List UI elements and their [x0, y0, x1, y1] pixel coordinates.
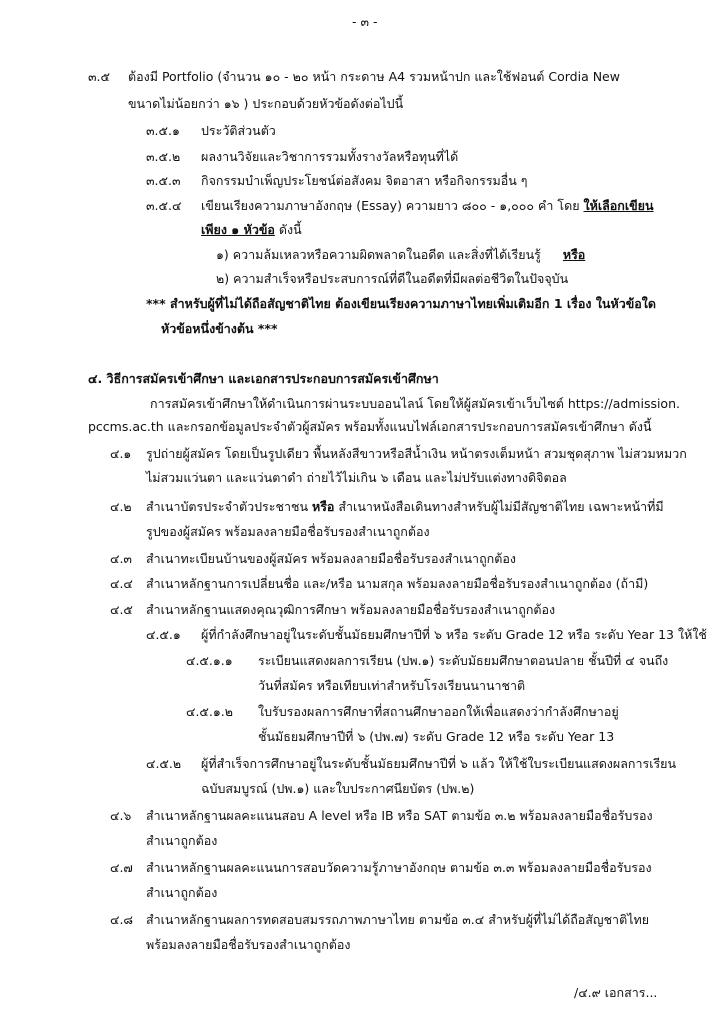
- item-text: สำเนาบัตรประจำตัวประชาชน หรือ สำเนาหนังสือเดินทางสำหรับผู้ไม่มีสัญชาติไทย เฉพาะหน้าที่มี: [146, 499, 664, 514]
- item-text: ต้องมี Portfolio (จำนวน ๑๐ - ๒๐ หน้า กระดาษ A4 รวมหน้าปก และใช้ฟอนต์ Cordia New: [128, 69, 620, 84]
- or-text: หรือ: [562, 247, 586, 262]
- item-text: ขนาดไม่น้อยกว่า ๑๖ ) ประกอบด้วยหัวข้อดังต่อไปนี้: [128, 96, 404, 111]
- item-text: สำเนาหลักฐานแสดงคุณวุฒิการศึกษา พร้อมลงลายมือชื่อรับรองสำเนาถูกต้อง: [146, 602, 556, 617]
- essay-option: ๒) ความสำเร็จหรือประสบการณ์ที่ดีในอดีตที่มีผลต่อชีวิตในปัจจุบัน: [216, 271, 569, 286]
- item-text: สำเนาหลักฐานผลการทดสอบสมรรถภาพภาษาไทย ตามข้อ ๓.๔ สำหรับผู้ที่ไม่ได้ถือสัญชาติไทย: [146, 912, 650, 927]
- or-text: หรือ: [311, 499, 335, 514]
- subitem-number: ๓.๕.๒: [146, 149, 181, 164]
- subitem-text: ผู้ที่สำเร็จการศึกษาอยู่ในระดับชั้นมัธยมศึกษาปีที่ ๖ แล้ว ให้ใช้ใบระเบียนแสดงผลการเรียน: [201, 756, 677, 771]
- subitem-text: ชั้นมัธยมศึกษาปีที่ ๖ (ปพ.๗) ระดับ Grade 12 หรือ ระดับ Year 13: [258, 729, 615, 744]
- emphasis-text: เพียง ๑ หัวข้อ: [201, 222, 275, 237]
- item-text: พร้อมลงลายมือชื่อรับรองสำเนาถูกต้อง: [146, 937, 351, 952]
- essay-option: ๑) ความล้มเหลวหรือความผิดพลาดในอดีต และสิ่งที่ได้เรียนรู้ หรือ: [216, 247, 586, 262]
- subitem-text: เขียนเรียงความภาษาอังกฤษ (Essay) ความยาว ๘๐๐ - ๑,๐๐๐ คำ โดย ให้เลือกเขียน: [201, 198, 654, 213]
- subitem-text: ผู้ที่กำลังศึกษาอยู่ในระดับชั้นมัธยมศึกษาปีที่ ๖ หรือ ระดับ Grade 12 หรือ ระดับ Year 13 ให้ใช้: [201, 627, 707, 642]
- item-number: ๔.๑: [110, 446, 132, 461]
- subitem-text: ผลงานวิจัยและวิชาการรวมทั้งรางวัลหรือทุนที่ได้: [201, 149, 459, 164]
- item-number: ๓.๕: [88, 69, 110, 84]
- subitem-text: กิจกรรมบำเพ็ญประโยชน์ต่อสังคม จิตอาสา หรือกิจกรรมอื่น ๆ: [201, 173, 528, 188]
- item-text: สำเนาถูกต้อง: [146, 885, 218, 900]
- item-text: สำเนาทะเบียนบ้านของผู้สมัคร พร้อมลงลายมือชื่อรับรองสำเนาถูกต้อง: [146, 551, 516, 566]
- subitem-number: ๔.๕.๑.๒: [186, 704, 234, 719]
- item-text: สำเนาหลักฐานผลคะแนนการสอบวัดความรู้ภาษาอังกฤษ ตามข้อ ๓.๓ พร้อมลงลายมือชื่อรับรอง: [146, 860, 652, 875]
- paragraph-text: pccms.ac.th และกรอกข้อมูลประจำตัวผู้สมัคร พร้อมทั้งแนบไฟล์เอกสารประกอบการสมัครเข้าศึกษา ดังนี้: [88, 419, 652, 434]
- paragraph-text: การสมัครเข้าศึกษาให้ดำเนินการผ่านระบบออนไลน์ โดยให้ผู้สมัครเข้าเว็บไซต์ https://admission.: [150, 396, 680, 411]
- item-text: สำเนาหลักฐานผลคะแนนสอบ A level หรือ IB หรือ SAT ตามข้อ ๓.๒ พร้อมลงลายมือชื่อรับรอง: [146, 808, 653, 823]
- subitem-text: ระเบียนแสดงผลการเรียน (ปพ.๑) ระดับมัธยมศึกษาตอนปลาย ชั้นปีที่ ๔ จนถึง: [258, 653, 669, 668]
- page-number: - ๓ -: [352, 14, 378, 29]
- subitem-number: ๔.๕.๑: [146, 627, 181, 642]
- subitem-text: ฉบับสมบูรณ์ (ปพ.๑) และใบประกาศนียบัตร (ปพ.๒): [201, 781, 475, 796]
- item-number: ๔.๓: [110, 551, 132, 566]
- subitem-number: ๔.๕.๒: [146, 756, 182, 771]
- subitem-text: ใบรับรองผลการศึกษาที่สถานศึกษาออกให้เพื่อแสดงว่ากำลังศึกษาอยู่: [258, 704, 619, 719]
- item-number: ๔.๕: [110, 602, 133, 617]
- item-text: รูปถ่ายผู้สมัคร โดยเป็นรูปเดียว พื้นหลังสีขาวหรือสีน้ำเงิน หน้าตรงเต็มหน้า สวมชุดสุภาพ ไม่สวมหมวก: [146, 446, 687, 461]
- emphasis-text: ให้เลือกเขียน: [583, 198, 654, 213]
- note-text: หัวข้อหนึ่งข้างต้น ***: [161, 321, 278, 336]
- item-text: สำเนาถูกต้อง: [146, 833, 218, 848]
- subitem-text: ประวัติส่วนตัว: [201, 123, 276, 138]
- item-text: สำเนาหลักฐานการเปลี่ยนชื่อ และ/หรือ นามสกุล พร้อมลงลายมือชื่อรับรองสำเนาถูกต้อง (ถ้ามี): [146, 576, 649, 591]
- item-number: ๔.๔: [110, 576, 133, 591]
- item-number: ๔.๘: [110, 912, 134, 927]
- subitem-text: วันที่สมัคร หรือเทียบเท่าสำหรับโรงเรียนนานาชาติ: [258, 678, 526, 693]
- section-heading: ๔. วิธีการสมัครเข้าศึกษา และเอกสารประกอบการสมัครเข้าศึกษา: [88, 371, 439, 386]
- subitem-number: ๓.๕.๑: [146, 123, 180, 138]
- note-text: *** สำหรับผู้ที่ไม่ได้ถือสัญชาติไทย ต้องเขียนเรียงความภาษาไทยเพิ่มเติมอีก 1 เรื่อง ในหัวข้อใด: [146, 296, 656, 311]
- item-number: ๔.๖: [110, 808, 132, 823]
- continuation-text: /๔.๙ เอกสาร...: [574, 985, 658, 1000]
- subitem-number: ๔.๕.๑.๑: [186, 653, 233, 668]
- subitem-text: เพียง ๑ หัวข้อ ดังนี้: [201, 222, 302, 237]
- item-text: ไม่สวมแว่นตา และแว่นตาดำ ถ่ายไว้ไม่เกิน ๖ เดือน และไม่ปรับแต่งทางดิจิตอล: [146, 470, 567, 485]
- subitem-number: ๓.๕.๔: [146, 198, 182, 213]
- item-text: รูปของผู้สมัคร พร้อมลงลายมือชื่อรับรองสำเนาถูกต้อง: [146, 524, 430, 539]
- item-number: ๔.๗: [110, 860, 133, 875]
- subitem-number: ๓.๕.๓: [146, 173, 181, 188]
- item-number: ๔.๒: [110, 499, 132, 514]
